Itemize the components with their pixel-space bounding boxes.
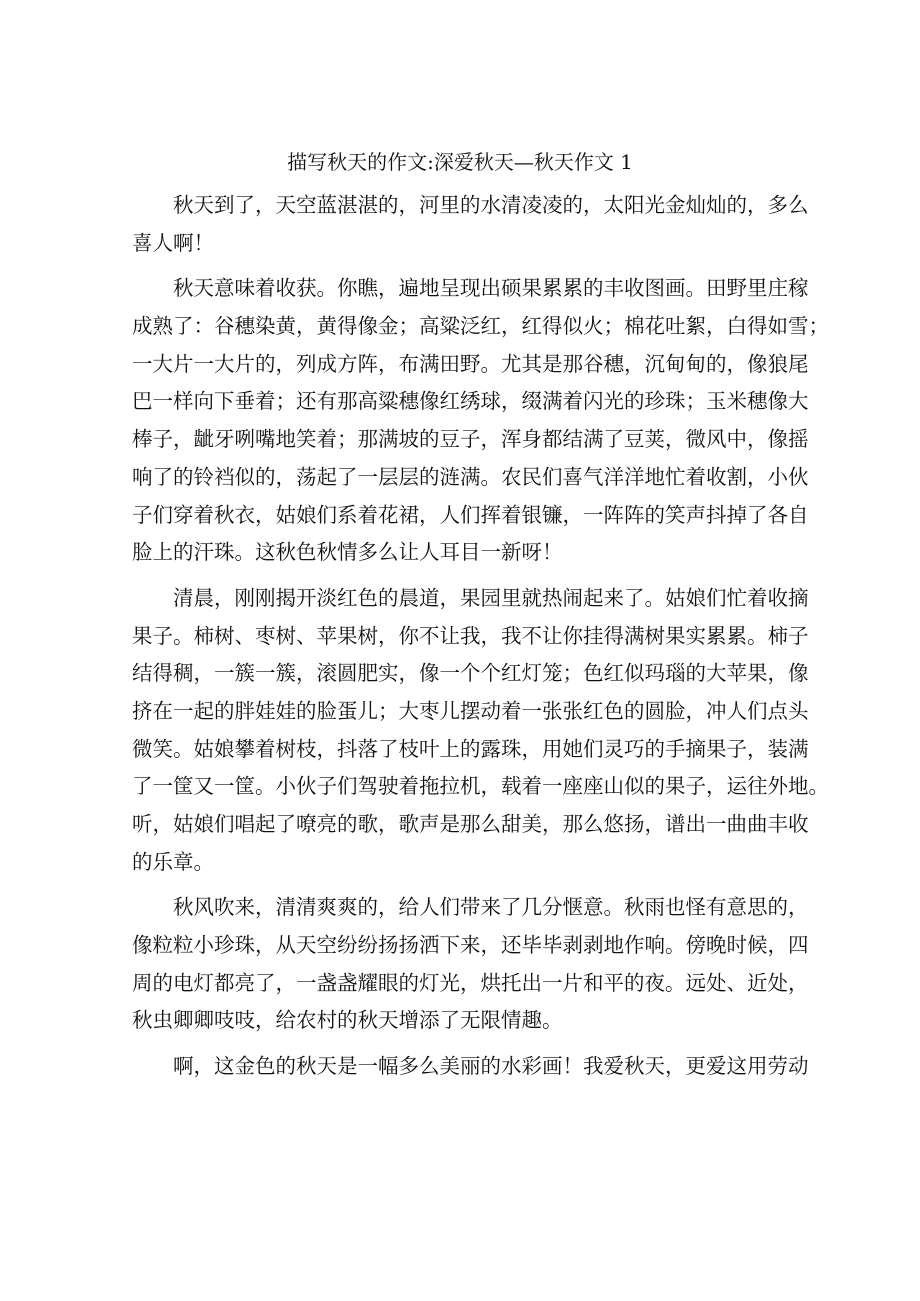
document-title: 描写秋天的作文:深爱秋天—秋天作文 1 [287,150,633,174]
paragraph-line: 挤在一起的胖娃娃的脸蛋儿；大枣儿摆动着一张张红色的圆脸，冲人们点头 [132,698,809,723]
paragraph [132,889,809,1040]
paragraph-line: 了一筐又一筐。小伙子们驾驶着拖拉机，载着一座座山似的果子，运往外地。 [132,774,829,799]
paragraph-line: 像粒粒小珍珠，从天空纷纷扬扬洒下来，还毕毕剥剥地作响。傍晚时候，四 [132,933,809,958]
paragraph-line: 周的电灯都亮了，一盏盏耀眼的灯光，烘托出一片和平的夜。远处、近处， [132,970,809,995]
paragraph-line: 果子。柿树、枣树、苹果树，你不让我，我不让你挂得满树果实累累。柿子 [132,623,809,648]
paragraph-line: 的乐章。 [132,849,214,874]
paragraph-line: 秋天到了，天空蓝湛湛的，河里的水清凌凌的，太阳光金灿灿的，多么 [173,193,809,217]
paragraph [132,1048,809,1086]
paragraph-line: 清晨，刚刚揭开淡红色的晨道，果园里就热闹起来了。姑娘们忙着收摘 [173,585,809,610]
paragraph-line: 响了的铃裆似的，荡起了一层层的涟满。农民们喜气洋洋地忙着收割，小伙 [132,464,809,489]
paragraph-line: 子们穿着秋衣，姑娘们系着花裙，人们挥着银镰，一阵阵的笑声抖掉了各自 [132,502,809,527]
paragraph-line: 秋风吹来，清清爽爽的，给人们带来了几分惬意。秋雨也怪有意思的， [173,895,809,920]
paragraph-line: 结得稠，一簇一簇，滚圆肥实，像一个个红灯笼；色红似玛瑙的大苹果，像 [132,661,809,686]
paragraph-line: 喜人啊！ [132,230,214,255]
paragraph-line: 成熟了：谷穗染黄，黄得像金；高粱泛红，红得似火；棉花吐絮，白得如雪； [132,314,829,339]
paragraph [132,187,809,262]
paragraph-line: 秋虫卿卿吱吱，给农村的秋天增添了无限情趣。 [132,1008,563,1033]
paragraph-line: 脸上的汗珠。这秋色秋情多么让人耳目一新呀！ [132,540,563,565]
document-body [132,187,829,1094]
paragraph [132,580,829,882]
paragraph-line: 巴一样向下垂着；还有那高粱穗像红绣球，缀满着闪光的珍珠；玉米穗像大 [132,389,809,414]
paragraph-line: 啊，这金色的秋天是一幅多么美丽的水彩画！我爱秋天，更爱这用劳动 [173,1054,809,1079]
paragraph [132,270,829,572]
paragraph-line: 秋天意味着收获。你瞧，遍地呈现出硕果累累的丰收图画。田野里庄稼 [173,276,809,301]
paragraph-line: 听，姑娘们唱起了嘹亮的歌，歌声是那么甜美，那么悠扬，谱出一曲曲丰收 [132,812,809,836]
paragraph-line: 一大片一大片的，列成方阵，布满田野。尤其是那谷穗，沉甸甸的，像狼尾 [132,351,809,376]
paragraph-line: 棒子，龇牙咧嘴地笑着；那满坡的豆子，浑身都结满了豆荚，微风中，像摇 [132,427,809,452]
paragraph-line: 微笑。姑娘攀着树枝，抖落了枝叶上的露珠，用她们灵巧的手摘果子，装满 [132,736,809,761]
